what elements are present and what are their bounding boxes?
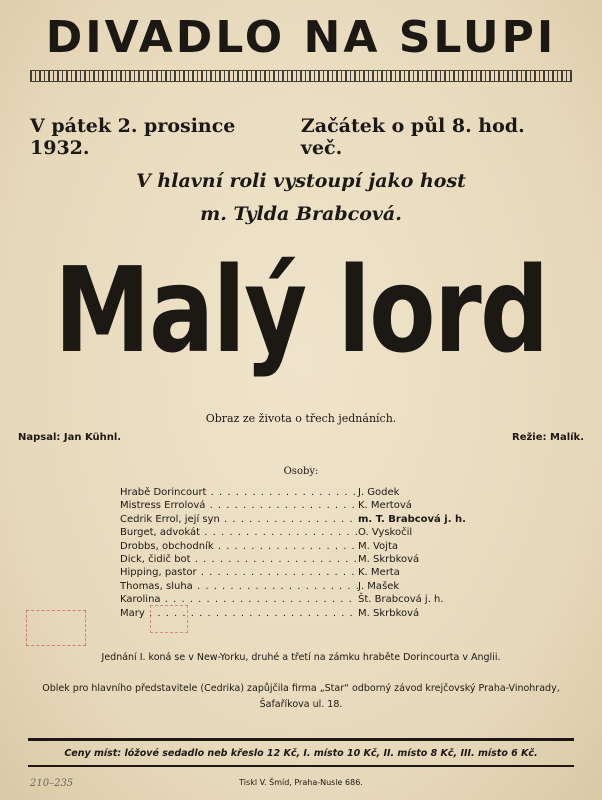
cast-heading: Osoby: [283,466,319,477]
cast-actor: M. Skrbková [358,554,420,566]
ticket-prices-text: Ceny míst: lóžové sedadlo neb křeslo 12 Kč, I. místo 10 Kč, II. místo 8 Kč, III. místo 6 Kč. [64,747,538,759]
director-credit: Režie: Malík. [512,432,584,443]
cast-actor: M. Skrbková [358,607,420,619]
cast-row [120,540,490,553]
costume-address: Šafaříkova ul. 18. [259,699,343,710]
cast-actor: M. Vojta [358,540,398,552]
cast-role: Hipping, pastor . . . [120,566,358,579]
guest-intro: V hlavní roli vystoupí jako host [136,170,466,192]
cast-role: Drobbs, obchodník . . . [120,540,358,553]
start-time: Začátek o půl 8. hod. več. [300,115,525,159]
cast-row [120,553,490,566]
ornamental-border [30,70,572,82]
cast-role: Karolina . . . [120,593,358,606]
archive-stamp-small [150,605,188,633]
cast-actor: K. Mertová [358,500,412,512]
cast-actor: m. T. Brabcová j. h. [358,513,466,525]
printer-credit: Tiskl V. Šmíd, Praha-Nusle 686. [239,778,363,787]
cast-actor: J. Godek [358,487,400,498]
acts-note: Jednání I. koná se v New-Yorku, druhé a třetí na zámku hraběte Dorincourta v Anglii. [101,652,501,663]
cast-row [120,499,490,512]
cast-role: Thomas, sluha . . . [120,580,358,593]
costume-note: Oblek pro hlavního představitele (Cedrika) zapůjčila firma „Star“ odborný závod krejčovský Praha-Vinohrady, [42,683,560,694]
author-credit: Napsal: Jan Kühnl. [18,432,122,443]
cast-role: Mary . . . [120,607,358,620]
cast-actor: Št. Brabcová j. h. [358,594,444,606]
performance-date: V pátek 2. prosince 1932. [30,115,236,159]
cast-actor: O. Vyskočil [358,527,413,539]
cast-role: Burget, advokát . . . [120,526,358,539]
play-subtitle: Obraz ze života o třech jednáních. [205,412,397,425]
cast-row [120,513,490,526]
play-title: Malý lord [54,241,548,379]
cast-row [120,580,490,593]
cast-list [120,486,490,620]
guest-name: m. Tylda Brabcová. [200,203,402,225]
theatre-name: DIVADLO NA SLUPI [45,12,557,63]
cast-row [120,566,490,579]
pencil-annotation: 210–235 [30,778,74,789]
cast-row [120,526,490,539]
archive-stamp [26,610,86,646]
cast-role: Dick, čidič bot . . . [120,553,358,566]
cast-row [120,486,490,499]
cast-role: Hrabě Dorincourt . . . [120,486,358,499]
date-line [30,115,572,159]
cast-actor: K. Merta [358,567,400,579]
cast-role: Mistress Errolová . . . [120,499,358,512]
cast-actor: J. Mašek [358,580,400,592]
ticket-prices [28,738,574,767]
cast-role: Cedrik Errol, její syn . . . [120,513,358,526]
